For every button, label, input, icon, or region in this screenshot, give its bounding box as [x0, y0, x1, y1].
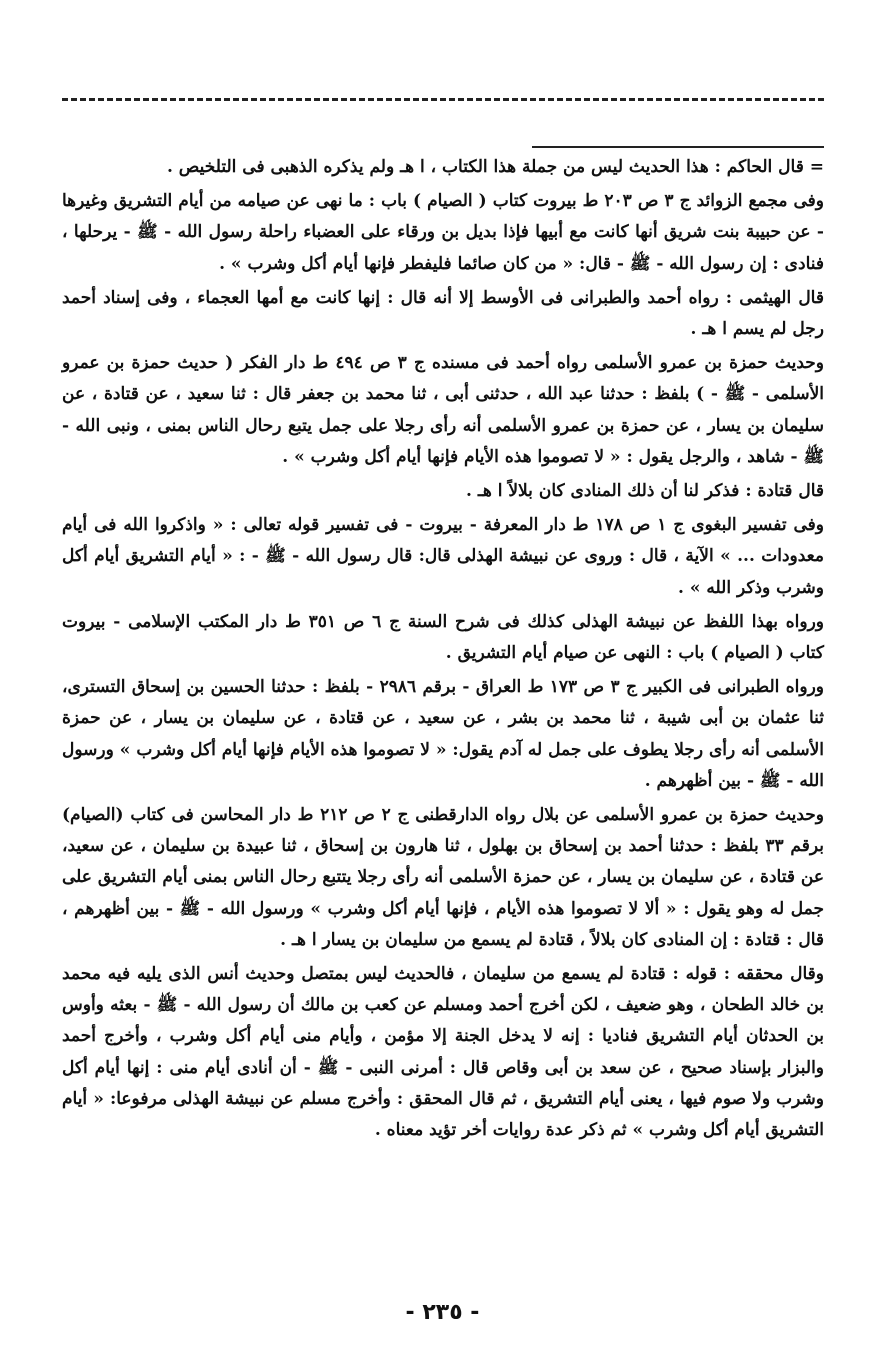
paragraph-majma-zawaid: وفى مجمع الزوائد ج ٣ ص ٢٠٣ ط بيروت كتاب ( الصيام ) باب : ما نهى عن صيامه من أيام التشريق وغيرها - عن حبيبة بنت شريق أنها كانت مع أبيها فإذا بديل بن ورقاء على العضباء راحلة رسول الله - ﷺ - يرحلها ، فنادى : إن رسول الله - ﷺ - قال: « من كان صائما فليفطر فإنها أيام أكل وشرب » .	[62, 191, 824, 274]
footnote-text-block	[62, 152, 824, 1149]
paragraph-hakim: = قال الحاكم : هذا الحديث ليس من جملة هذا الكتاب ، ا هـ ولم يذكره الذهبى فى التلخيص .	[166, 157, 824, 177]
paragraph-tabarani: ورواه الطبرانى فى الكبير ج ٣ ص ١٧٣ ط العراق - برقم ٢٩٨٦ - بلفظ : حدثنا الحسين بن إسحاق التسترى، ثنا عثمان بن أبى شيبة ، ثنا محمد بن بشر ، عن سعيد ، عن قتادة ، عن سليمان بن يسار ، عن حمزة الأسلمى أنه رأى رجلا يطوف على جمل له آدم يقول: « لا تصوموا هذه الأيام فإنها أيام أكل وشرب » ورسول الله - ﷺ - بين أظهرهم .	[62, 677, 824, 791]
page-number: - ٢٣٥ -	[405, 1300, 480, 1325]
paragraph-qatada: قال قتادة : فذكر لنا أن ذلك المنادى كان بلالاً ا هـ .	[466, 481, 824, 502]
paragraph-muhaqqiq: وقال محققه : قوله : قتادة لم يسمع من سليمان ، فالحديث ليس بمتصل وحديث أنس الذى يليه فيه محمد بن خالد الطحان ، وهو ضعيف ، لكن أخرج أحمد ومسلم عن كعب بن مالك أن رسول الله - ﷺ - بعثه وأوس بن الحدثان أيام التشريق فناديا : إنه لا يدخل الجنة إلا مؤمن ، وأيام منى أيام أكل وشرب ، وأخرج أحمد والبزار بإسناد صحيح ، عن سعد بن أبى وقاص قال : أمرنى النبى - ﷺ - أن أنادى أيام منى : إنها أيام أكل وشرب ولا صوم فيها ، يعنى أيام التشريق ، ثم قال المحقق : وأخرج مسلم عن نبيشة الهذلى مرفوعا: « أيام التشريق أيام أكل وشرب » ثم ذكر عدة روايات أخر تؤيد معناه .	[62, 964, 824, 1141]
top-dashed-rule	[62, 98, 824, 101]
footnote-separator-rule	[532, 146, 824, 148]
paragraph-baghawi: وفى تفسير البغوى ج ١ ص ١٧٨ ط دار المعرفة - بيروت - فى تفسير قوله تعالى : « واذكروا الله فى أيام معدودات ... » الآية ، قال : وروى عن نبيشة الهذلى قال: قال رسول الله - ﷺ - : « أيام التشريق أيام أكل وشرب وذكر الله » .	[62, 515, 825, 598]
paragraph-haythami: قال الهيثمى : رواه أحمد والطبرانى فى الأوسط إلا أنه قال : إنها كانت مع أمها العجماء ، وفى إسناد أحمد رجل لم يسم ا هـ .	[62, 287, 824, 340]
paragraph-daraqutni: وحديث حمزة بن عمرو الأسلمى عن بلال رواه الدارقطنى ج ٢ ص ٢١٢ ط دار المحاسن فى كتاب (الصيام) برقم ٣٣ بلفظ : حدثنا أحمد بن إسحاق بن بهلول ، ثنا هارون بن إسحاق ، ثنا عبيدة بن سليمان ، عن سعيد، عن قتادة ، عن سليمان بن يسار ، عن حمزة الأسلمى أنه رأى رجلا يتتبع رحال الناس بمنى أيام التشريق على جمل له وهو يقول : « ألا لا تصوموا هذه الأيام ، فإنها أيام أكل وشرب » ورسول الله - ﷺ - بين أظهرهم ، قال : قتادة : إن المنادى كان بلالاً ، قتادة لم يسمع من سليمان بن يسار ا هـ .	[62, 805, 825, 950]
paragraph-hamza-ahmad: وحديث حمزة بن عمرو الأسلمى رواه أحمد فى مسنده ج ٣ ص ٤٩٤ ط دار الفكر ( حديث حمزة بن عمرو الأسلمى - ﷺ - ) بلفظ : حدثنا عبد الله ، حدثنى أبى ، ثنا محمد بن جعفر قال : ثنا سعيد ، عن قتادة ، عن سليمان بن يسار ، عن حمزة بن عمرو الأسلمى أنه رأى رجلا على جمل يتبع رحال الناس بمنى ، ونبى الله - ﷺ - شاهد ، والرجل يقول : « لا تصوموا هذه الأيام فإنها أيام أكل وشرب » .	[62, 353, 824, 467]
paragraph-sharh-sunna: ورواه بهذا اللفظ عن نبيشة الهذلى كذلك فى شرح السنة ج ٦ ص ٣٥١ ط دار المكتب الإسلامى - بيروت كتاب ( الصيام ) باب : النهى عن صيام أيام التشريق .	[62, 611, 824, 664]
